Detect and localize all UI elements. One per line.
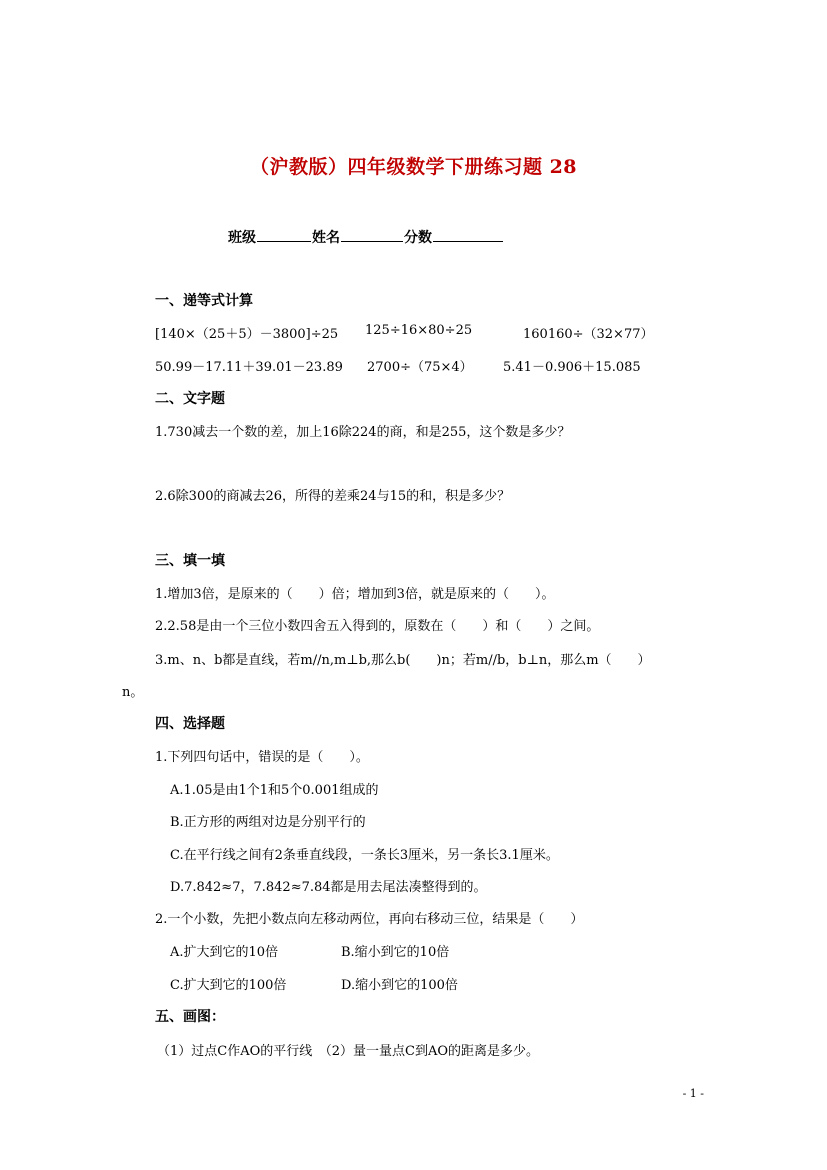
section-4-title: 四、选择题 bbox=[155, 716, 225, 732]
student-info-line bbox=[228, 227, 504, 247]
choice-1-option-c: C.在平行线之间有2条垂直线段，一条长3厘米，另一条长3.1厘米。 bbox=[170, 848, 559, 863]
class-blank bbox=[257, 227, 311, 242]
section-3-title: 三、填一填 bbox=[155, 553, 225, 569]
page-number: - 1 - bbox=[682, 1087, 704, 1100]
section-5-title: 五、画图： bbox=[155, 1009, 225, 1025]
fill-question-3: 3.m、n、b都是直线，若m//n,m⊥b,那么b( )n；若m//b，b⊥n，那么m（ ） bbox=[155, 653, 651, 668]
name-blank bbox=[341, 227, 403, 242]
calc-row-1-item-2: 125÷16×80÷25 bbox=[365, 323, 473, 338]
calc-row-2-item-1: 50.99－17.11＋39.01－23.89 bbox=[155, 360, 343, 375]
fill-question-1: 1.增加3倍，是原来的（ ）倍；增加到3倍，就是原来的（ ）。 bbox=[155, 587, 555, 602]
choice-2-option-d: D.缩小到它的100倍 bbox=[341, 978, 458, 993]
calc-row-2-item-3: 5.41－0.906＋15.085 bbox=[503, 360, 641, 375]
drawing-question: （1）过点C作AO的平行线 （2）量一量点C到AO的距离是多少。 bbox=[157, 1044, 540, 1059]
choice-2-option-b: B.缩小到它的10倍 bbox=[341, 945, 450, 960]
choice-1-option-a: A.1.05是由1个1和5个0.001组成的 bbox=[170, 783, 379, 798]
section-1-title: 一、递等式计算 bbox=[155, 293, 253, 309]
section-2-title: 二、文字题 bbox=[155, 391, 225, 407]
choice-question-2: 2.一个小数，先把小数点向左移动两位，再向右移动三位，结果是（ ） bbox=[155, 912, 584, 927]
class-label: 班级 bbox=[228, 230, 256, 246]
score-label: 分数 bbox=[404, 230, 432, 246]
choice-1-option-d: D.7.842≈7，7.842≈7.84都是用去尾法凑整得到的。 bbox=[170, 880, 487, 895]
choice-question-1: 1.下列四句话中，错误的是（ ）。 bbox=[155, 750, 369, 765]
calc-row-1-item-3: 160160÷（32×77） bbox=[523, 327, 654, 342]
word-problem-2: 2.6除300的商减去26，所得的差乘24与15的和，积是多少？ bbox=[155, 489, 511, 504]
name-label: 姓名 bbox=[312, 230, 340, 246]
choice-2-option-a: A.扩大到它的10倍 bbox=[170, 945, 279, 960]
fill-question-3-continued: n。 bbox=[122, 685, 144, 700]
word-problem-1: 1.730减去一个数的差，加上16除224的商，和是255，这个数是多少？ bbox=[155, 425, 571, 440]
score-blank bbox=[433, 227, 503, 242]
fill-question-2: 2.2.58是由一个三位小数四舍五入得到的，原数在（ ）和（ ）之间。 bbox=[155, 619, 600, 634]
calc-row-1-item-1: [140×（25＋5）－3800]÷25 bbox=[155, 327, 339, 342]
calc-row-2-item-2: 2700÷（75×4） bbox=[367, 360, 473, 375]
choice-2-option-c: C.扩大到它的100倍 bbox=[170, 978, 287, 993]
page-title: （沪教版）四年级数学下册练习题 28 bbox=[249, 156, 578, 178]
choice-1-option-b: B.正方形的两组对边是分别平行的 bbox=[170, 815, 366, 830]
